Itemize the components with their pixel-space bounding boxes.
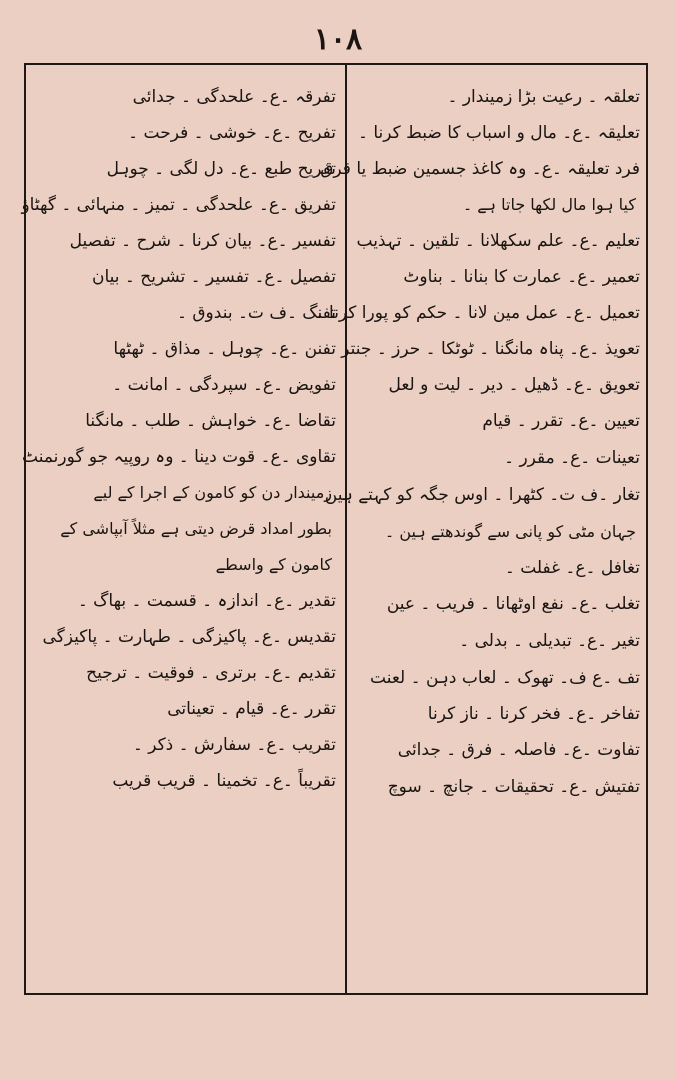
dictionary-entry: تقدیم ۔ع۔ برتری ۔ فوقیت ۔ ترجیح bbox=[86, 663, 336, 683]
dictionary-entry: تفریح طبع ۔ع۔ دل لگی ۔ چوہل bbox=[106, 159, 336, 179]
dictionary-entry: تقاضا ۔ع۔ خواہش ۔ طلب ۔ مانگنا bbox=[85, 411, 336, 431]
dictionary-entry: تقاوی ۔ع۔ قوت دینا ۔ وہ روپیہ جو گورنمنٹ bbox=[22, 447, 336, 467]
dictionary-entry: تفویض ۔ع۔ سپردگی ۔ امانت ۔ bbox=[112, 375, 336, 395]
page-frame bbox=[21, 63, 648, 995]
column-divider bbox=[345, 65, 347, 993]
dictionary-entry: تعینات ۔ع۔ مقرر ۔ bbox=[504, 448, 640, 468]
dictionary-entry: تفرقہ ۔ع۔ علحدگی ۔ جدائی bbox=[132, 87, 336, 107]
dictionary-entry: تفاوت ۔ع۔ فاصلہ ۔ فرق ۔ جدائی bbox=[397, 740, 640, 760]
dictionary-entry: تفصیل ۔ع۔ تفسیر ۔ تشریح ۔ بیان bbox=[91, 267, 336, 287]
dictionary-entry: تقریباً ۔ع۔ تخمینا ۔ قریب قریب bbox=[112, 771, 336, 791]
dictionary-entry: تقدیس ۔ع۔ پاکیزگی ۔ طہارت ۔ پاکیزگی bbox=[42, 627, 336, 647]
dictionary-entry: تف ۔ع ف۔ تھوک ۔ لعاب دہن ۔ لعنت bbox=[370, 668, 640, 688]
dictionary-entry-continuation: کیا ہوا مال لکھا جاتا ہے ۔ bbox=[462, 195, 636, 214]
dictionary-entry: تقرر ۔ع۔ قیام ۔ تعیناتی bbox=[167, 699, 336, 719]
page-number: ۱۰۸ bbox=[313, 22, 363, 57]
dictionary-entry: تعلیقہ ۔ع۔ مال و اسباب کا ضبط کرنا ۔ bbox=[358, 123, 640, 143]
dictionary-entry: تغلب ۔ع۔ نفع اوٹھانا ۔ فریب ۔ عین bbox=[386, 594, 640, 614]
dictionary-entry-continuation: کامون کے واسطے bbox=[215, 555, 332, 574]
dictionary-entry: تفنگ ۔ف ت۔ بندوق ۔ bbox=[177, 303, 336, 323]
dictionary-entry: تفتیش ۔ع۔ تحقیقات ۔ جانچ ۔ سوچ bbox=[387, 777, 640, 797]
dictionary-entry: فرد تعلیقہ ۔ع۔ وہ کاغذ جسمین ضبط یا قرق bbox=[320, 159, 640, 179]
dictionary-entry: تقریب ۔ع۔ سفارش ۔ ذکر ۔ bbox=[132, 735, 336, 755]
dictionary-entry: تعمیل ۔ع۔ عمل مین لانا ۔ حکم کو پورا کرنا ۔ bbox=[313, 303, 640, 323]
dictionary-entry: تعویق ۔ع۔ ڈھیل ۔ دیر ۔ لیت و لعل bbox=[388, 375, 640, 395]
dictionary-entry: تقدیر ۔ع۔ اندازہ ۔ قسمت ۔ بھاگ ۔ bbox=[77, 591, 336, 611]
dictionary-entry: تغار ۔ف ت۔ کٹھرا ۔ اوس جگہ کو کہتے ہین bbox=[324, 485, 640, 505]
dictionary-entry: تعلقہ ۔ رعیت بڑا زمیندار ۔ bbox=[447, 87, 640, 107]
dictionary-entry: تعیین ۔ع۔ تقرر ۔ قیام bbox=[482, 411, 640, 431]
dictionary-entry-continuation: بطور امداد قرض دیتی ہے مثلاً آبپاشی کے bbox=[60, 519, 332, 538]
dictionary-entry: تعمیر ۔ع۔ عمارت کا بنانا ۔ بناوٹ bbox=[403, 267, 640, 287]
dictionary-entry: تفسیر ۔ع۔ بیان کرنا ۔ شرح ۔ تفصیل bbox=[69, 231, 336, 251]
dictionary-entry-continuation: جہان مٹی کو پانی سے گوندھتے ہین ۔ bbox=[384, 522, 636, 541]
dictionary-entry-continuation: زمیندار دن کو کامون کے اجرا کے لیے bbox=[93, 483, 332, 502]
dictionary-entry: تعویذ ۔ع۔ پناہ مانگنا ۔ ٹوٹکا ۔ حرز ۔ جنتر bbox=[341, 339, 640, 359]
dictionary-entry: تفریق ۔ع۔ علحدگی ۔ تمیز ۔ منہائی ۔ گھٹاؤ bbox=[21, 195, 336, 215]
dictionary-entry: تفریح ۔ع۔ خوشی ۔ فرحت ۔ bbox=[128, 123, 336, 143]
dictionary-entry: تفاخر ۔ع۔ فخر کرنا ۔ ناز کرنا bbox=[427, 704, 640, 724]
right-column bbox=[313, 79, 640, 805]
dictionary-entry: تفنن ۔ع۔ چوہل ۔ مذاق ۔ ٹھٹھا bbox=[113, 339, 336, 359]
dictionary-entry: تعلیم ۔ع۔ علم سکھلانا ۔ تلقین ۔ تہذیب bbox=[356, 231, 640, 251]
left-column bbox=[21, 79, 336, 799]
dictionary-entry: تغافل ۔ع۔ غفلت ۔ bbox=[504, 558, 640, 578]
dictionary-entry: تغیر ۔ع۔ تبدیلی ۔ بدلی ۔ bbox=[459, 631, 640, 651]
